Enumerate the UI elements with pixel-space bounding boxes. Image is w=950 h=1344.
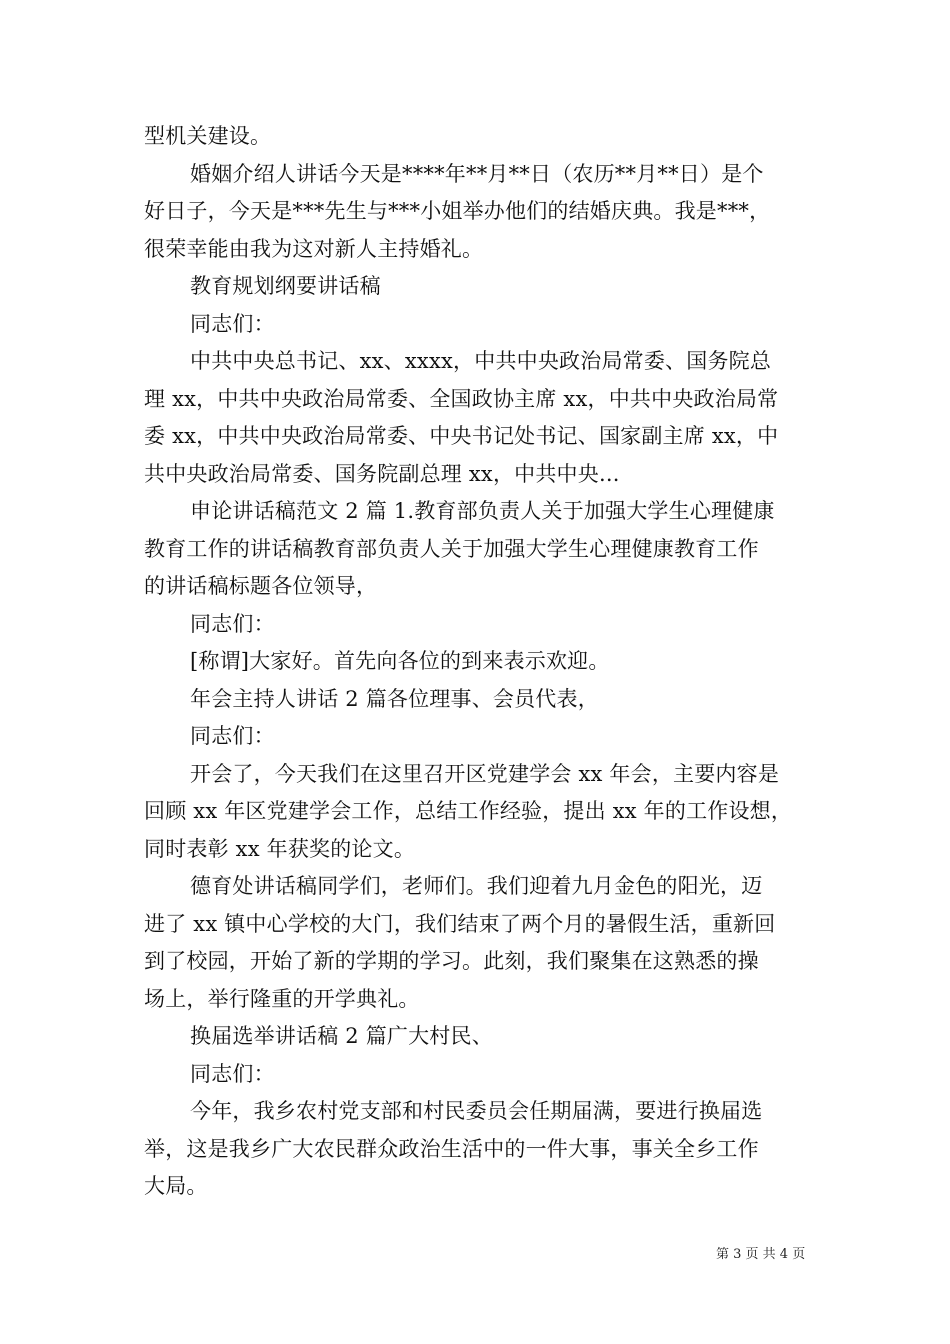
- text-line: 同志们：: [190, 311, 275, 336]
- text-line: 同志们：: [190, 611, 275, 636]
- text-line: 婚姻介绍人讲话今天是****年**月**日（农历**月**日）是个: [190, 161, 764, 186]
- text-line: 德育处讲话稿同学们，老师们。我们迎着九月金色的阳光，迈: [190, 874, 763, 898]
- body-text: [144, 118, 808, 1206]
- text-line: 的讲话稿标题各位领导，: [144, 574, 378, 598]
- text-line: 同志们：: [190, 1061, 275, 1086]
- text-line: 换届选举讲话稿 2 篇广大村民、: [190, 1024, 493, 1048]
- text-line: 同志们：: [190, 724, 275, 748]
- text-line: 教育工作的讲话稿教育部负责人关于加强大学生心理健康教育工作: [144, 536, 759, 561]
- text-line: 场上，举行隆重的开学典礼。: [144, 986, 420, 1011]
- text-line: 年会主持人讲话 2 篇各位理事、会员代表，: [190, 686, 599, 711]
- text-line: 举，这是我乡广大农民群众政治生活中的一件大事，事关全乡工作: [144, 1136, 759, 1161]
- text-line: [称谓]大家好。首先向各位的到来表示欢迎。: [190, 649, 610, 673]
- text-line: 教育规划纲要讲话稿: [190, 274, 381, 298]
- page-number-footer: 第 3 页 共 4 页: [716, 1247, 806, 1262]
- text-line: 同时表彰 xx 年获奖的论文。: [144, 836, 416, 861]
- text-line: 型机关建设。: [144, 124, 272, 148]
- text-line: 中共中央总书记、xx、xxxx，中共中央政治局常委、国务院总: [190, 349, 772, 373]
- text-line: 理 xx，中共中央政治局常委、全国政协主席 xx，中共中央政治局常: [144, 386, 779, 411]
- text-line: 进了 xx 镇中心学校的大门，我们结束了两个月的暑假生活，重新回: [144, 911, 776, 936]
- text-line: 大局。: [144, 1174, 208, 1198]
- text-line: 很荣幸能由我为这对新人主持婚礼。: [144, 236, 484, 261]
- text-line: 申论讲话稿范文 2 篇 1.教育部负责人关于加强大学生心理健康: [190, 499, 775, 523]
- text-line: 回顾 xx 年区党建学会工作，总结工作经验，提出 xx 年的工作设想，: [144, 799, 793, 823]
- text-line: 到了校园，开始了新的学期的学习。此刻，我们聚集在这熟悉的操: [144, 949, 759, 973]
- text-line: 好日子，今天是***先生与***小姐举办他们的结婚庆典。我是***，: [144, 199, 771, 223]
- text-line: 今年，我乡农村党支部和村民委员会任期届满，要进行换届选: [190, 1099, 763, 1123]
- text-line: 委 xx，中共中央政治局常委、中央书记处书记、国家副主席 xx，中: [144, 424, 779, 448]
- text-line: 开会了，今天我们在这里召开区党建学会 xx 年会，主要内容是: [190, 761, 780, 786]
- text-line: 共中央政治局常委、国务院副总理 xx，中共中央...: [144, 461, 620, 486]
